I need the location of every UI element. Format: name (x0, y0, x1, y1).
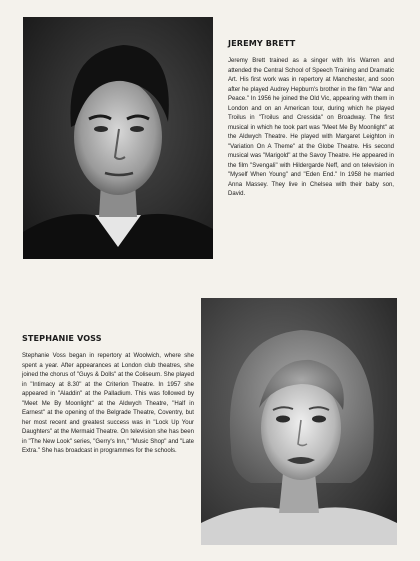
jeremy-brett-photo-art (23, 17, 213, 259)
bio-heading: JEREMY BRETT (228, 38, 296, 48)
bio-paragraph: Jeremy Brett trained as a singer with Iris Warren and attended the Central School of Speech Training and Dramatic Art. His first work was in repertory at Manchester, and soon after he played Audrey Hepburn's brother in the film "War and Peace." In 1956 he joined the Old Vic, appearing with them in London and on an American tour, during which he played Troilus in "Troilus and Cressida" on Broadway. The first musical in which he took part was "Meet Me By Moonlight" at the Aldwych Theatre. He played with Margaret Leighton in "Variation On A Theme" at the Globe Theatre. His second musical was "Marigold" at the Savoy Theatre. He appeared in the film "Svengali" with Hildergarde Neff, and on television in "Myself When Young" and "Eden End." In 1958 he married Anna Massey. They live in Chelsea with their baby son, David. (228, 58, 394, 197)
bio-paragraph: Stephanie Voss began in repertory at Woolwich, where she spent a year. After appearances at London club theatres, she joined the chorus of "Guys & Dolls" at the Coliseum. She played in "Intimacy at 8.30" at the Criterion Theatre. In 1957 she appeared in "Aladdin" at the Palladium. This was followed by "Meet Me By Moonlight" at the Aldwych Theatre, "Half in Earnest" at the opening of the Belgrade Theatre, Coventry, but her most recent and greatest success was in "Lock Up Your Daughters" at the Mermaid Theatre. On television she has been in "The New Look" series, "Gerry's Inn," "Music Shop" and "Late Extra." She has broadcast in programmes for the schools. (22, 353, 194, 454)
jeremy-brett-bio (228, 38, 394, 200)
stephanie-voss-photo-art (201, 298, 397, 545)
stephanie-voss-photo (201, 298, 397, 545)
jeremy-brett-photo (23, 17, 213, 259)
bio-heading: STEPHANIE VOSS (22, 333, 102, 343)
stephanie-voss-bio (22, 333, 194, 457)
